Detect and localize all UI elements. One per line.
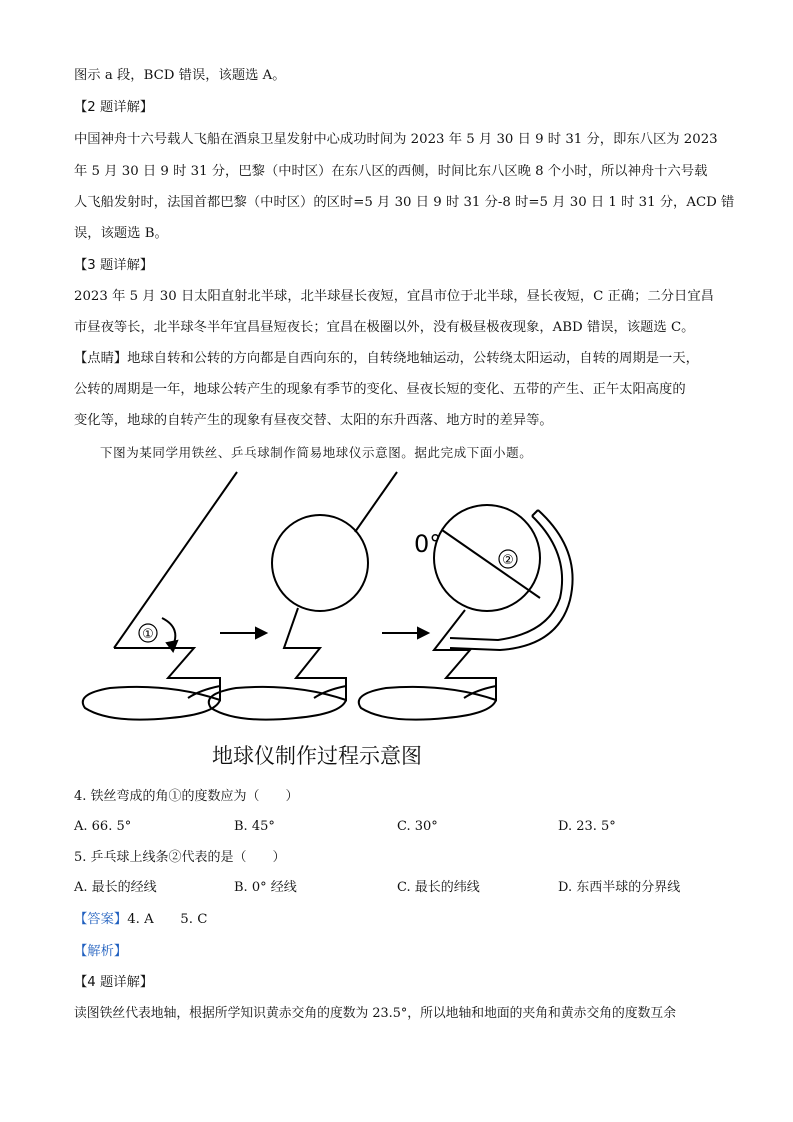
text-line: 图示 a 段，BCD 错误，该题选 A。 bbox=[74, 68, 286, 83]
answer-label: 【答案】 bbox=[74, 912, 128, 927]
text-line: 误，该题选 B。 bbox=[74, 226, 168, 241]
step2-globe bbox=[209, 472, 397, 720]
text-line: 市昼夜等长，北半球冬半年宜昌昼短夜长；宜昌在极圈以外，没有极昼极夜现象，ABD 错误，该题选 C。 bbox=[74, 320, 695, 335]
text-line: 人飞船发射时，法国首都巴黎（中时区）的区时=5 月 30 日 9 时 31 分-8 时=5 月 30 日 1 时 31 分，ACD 错 bbox=[74, 195, 735, 210]
answer-text: 4. A 5. C bbox=[127, 912, 208, 927]
question-4-stem: 4. 铁丝弯成的角①的度数应为（ ） bbox=[74, 789, 299, 804]
answer-line bbox=[74, 910, 207, 930]
step3-globe bbox=[359, 505, 573, 720]
q5-option-d: D. 东西半球的分界线 bbox=[558, 880, 681, 895]
text-line: 公转的周期是一年，地球公转产生的现象有季节的变化、昼夜长短的变化、五带的产生、正午太阳高度的 bbox=[74, 382, 686, 397]
figure-intro: 下图为某同学用铁丝、乒乓球制作简易地球仪示意图。据此完成下面小题。 bbox=[100, 445, 533, 460]
arrow-icon bbox=[220, 628, 266, 638]
figure-caption: 地球仪制作过程示意图 bbox=[212, 744, 422, 768]
text-line: 读图铁丝代表地轴，根据所学知识黄赤交角的度数为 23.5°，所以地轴和地面的夹角和黄赤交角的度数互余 bbox=[74, 1006, 677, 1021]
q4-option-b: B. 45° bbox=[234, 819, 275, 834]
analysis-label: 【解析】 bbox=[74, 944, 128, 959]
label-line-2: ② bbox=[502, 553, 514, 568]
section-heading: 【4 题详解】 bbox=[74, 975, 154, 990]
arrow-icon bbox=[382, 628, 428, 638]
label-angle-1: ① bbox=[142, 627, 154, 642]
question-5-stem: 5. 乒乓球上线条②代表的是（ ） bbox=[74, 850, 286, 865]
q4-option-d: D. 23. 5° bbox=[558, 819, 616, 834]
section-heading: 【3 题详解】 bbox=[74, 258, 154, 273]
section-heading: 【2 题详解】 bbox=[74, 100, 154, 115]
label-zero-degree: 0° bbox=[414, 530, 442, 558]
text-line: 中国神舟十六号载人飞船在酒泉卫星发射中心成功时间为 2023 年 5 月 30 日 9 时 31 分，即东八区为 2023 bbox=[74, 132, 718, 147]
q5-option-c: C. 最长的纬线 bbox=[397, 880, 480, 895]
text-line: 2023 年 5 月 30 日太阳直射北半球，北半球昼长夜短，宜昌市位于北半球，昼长夜短，C 正确；二分日宜昌 bbox=[74, 289, 714, 304]
q4-option-c: C. 30° bbox=[397, 819, 438, 834]
q5-option-a: A. 最长的经线 bbox=[74, 880, 157, 895]
q4-option-a: A. 66. 5° bbox=[74, 819, 132, 834]
text-line: 变化等，地球的自转产生的现象有昼夜交替、太阳的东升西落、地方时的差异等。 bbox=[74, 413, 553, 428]
text-line: 【点睛】地球自转和公转的方向都是自西向东的，自转绕地轴运动，公转绕太阳运动，自转的周期是一天， bbox=[74, 351, 699, 366]
text-line: 年 5 月 30 日 9 时 31 分，巴黎（中时区）在东八区的西侧，时间比东八区晚 8 个小时，所以神舟十六号载 bbox=[74, 164, 708, 179]
globe-making-diagram bbox=[70, 468, 750, 778]
line-2 bbox=[442, 530, 540, 598]
q5-option-b: B. 0° 经线 bbox=[234, 880, 297, 895]
step1-wire bbox=[83, 472, 237, 720]
